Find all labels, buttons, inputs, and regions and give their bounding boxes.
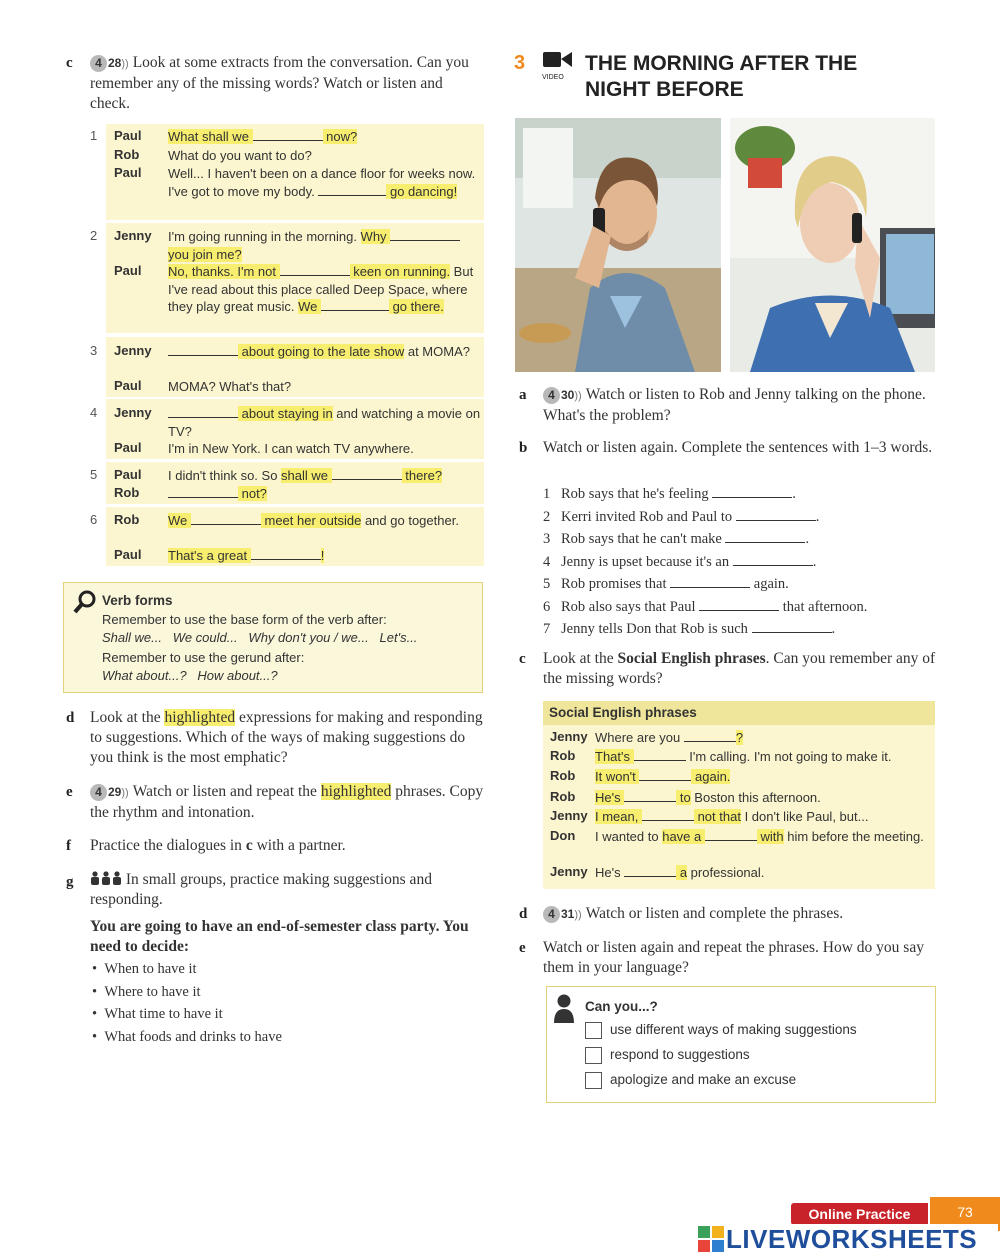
- liveworksheets-logo: [698, 1224, 998, 1256]
- text: I didn't think so. So: [168, 468, 282, 483]
- answer-blank[interactable]: [624, 790, 676, 802]
- phrase-line: [595, 828, 930, 845]
- text: Watch or listen to Rob and Jenny talking on the phone. What's the problem?: [543, 386, 926, 424]
- answer-blank[interactable]: [684, 730, 736, 742]
- bullet-text: What foods and drinks to have: [104, 1029, 282, 1045]
- text: him before the meeting.: [783, 829, 924, 844]
- item-number: 4: [543, 553, 551, 570]
- item-number: 2: [543, 508, 551, 525]
- answer-blank[interactable]: [624, 865, 676, 877]
- dialogue-line: [168, 547, 482, 565]
- online-practice-badge[interactable]: Online Practice: [791, 1203, 928, 1225]
- speaker-name: Jenny: [114, 405, 152, 420]
- answer-blank[interactable]: [390, 229, 460, 241]
- text: and go together.: [361, 513, 459, 528]
- item-number: 3: [543, 531, 551, 547]
- dialogue-line: [168, 378, 482, 396]
- speaker-name: Paul: [114, 467, 142, 482]
- can-you-item-text: apologize and make an excuse: [610, 1072, 797, 1088]
- bullet-item: • Where to have it: [92, 984, 201, 1000]
- speaker-name: Rob: [114, 147, 140, 162]
- highlighted-text: again.: [691, 769, 731, 784]
- bullet-text: What time to have it: [104, 1006, 223, 1022]
- highlighted-text: keen on running.: [349, 264, 451, 279]
- text: Watch or listen and complete the phrases.: [585, 905, 844, 922]
- liveworksheets-logo-icon: [698, 1226, 724, 1252]
- photo-rob-on-phone: [515, 118, 721, 372]
- bold-text: Social English phrases: [617, 650, 766, 667]
- text: Where are you: [595, 730, 684, 745]
- exercise-b-text: Watch or listen again. Complete the sentences with 1–3 words.: [543, 439, 933, 456]
- speaker-name: Paul: [114, 547, 142, 562]
- highlighted-text: It won't: [595, 769, 640, 784]
- highlighted-text: That's a great: [168, 548, 251, 563]
- speaker-name: Don: [550, 828, 576, 843]
- speaker-name: Rob: [114, 485, 140, 500]
- bold-text: c: [245, 837, 253, 854]
- highlighted-text: not?: [238, 486, 267, 501]
- can-you-item: [585, 1022, 857, 1039]
- highlighted-text: We: [298, 299, 321, 315]
- highlighted-text: We: [168, 513, 191, 528]
- speaker-name: Paul: [114, 128, 142, 143]
- can-you-item: [585, 1047, 750, 1064]
- can-you-item-text: use different ways of making suggestions: [610, 1022, 857, 1038]
- audio-track-number: 31: [561, 907, 575, 921]
- text: I don't like Paul, but...: [740, 809, 869, 824]
- phrase-line: [595, 729, 930, 746]
- answer-blank[interactable]: [251, 548, 321, 560]
- highlighted-text: go there.: [388, 299, 444, 315]
- highlighted-text: with: [756, 829, 784, 844]
- item-text: Rob says that he's feeling: [561, 486, 713, 502]
- answer-blank[interactable]: [253, 129, 323, 141]
- bullet-item: • What time to have it: [92, 1006, 223, 1022]
- answer-blank[interactable]: [733, 554, 813, 566]
- speaker-name: Jenny: [114, 343, 152, 358]
- speaker-name: Rob: [114, 512, 140, 527]
- exercise-letter-a: a: [519, 387, 527, 403]
- highlighted-word: highlighted: [164, 709, 236, 726]
- answer-blank[interactable]: [332, 468, 402, 480]
- instruction-text: Look at some extracts from the conversation. Can you remember any of the missing words? Watch or listen and check.: [90, 54, 469, 112]
- highlighted-text: there?: [401, 468, 443, 483]
- verb-forms-line: What about...? How about...?: [102, 668, 278, 683]
- dialogue-number: 4: [90, 405, 98, 420]
- answer-blank[interactable]: [725, 531, 805, 543]
- audio-track-number: 28: [108, 56, 122, 70]
- speaker-name: Paul: [114, 378, 142, 393]
- sentence-item: [543, 486, 796, 503]
- dialogue-line: [168, 128, 482, 146]
- text: MOMA? What's that?: [168, 379, 292, 394]
- exercise-d-text: [90, 708, 490, 768]
- checkbox[interactable]: [585, 1022, 602, 1039]
- bullet-item: • When to have it: [92, 961, 197, 977]
- verb-forms-line: Remember to use the gerund after:: [102, 650, 305, 665]
- bullet-item: • What foods and drinks to have: [92, 1029, 282, 1045]
- item-text: Jenny tells Don that Rob is such: [561, 621, 752, 637]
- can-you-box: [546, 986, 936, 1103]
- sound-wave-icon: )): [121, 787, 129, 799]
- highlighted-word: highlighted: [320, 783, 392, 800]
- item-text: Kerri invited Rob and Paul to: [561, 508, 736, 525]
- speaker-name: Jenny: [114, 228, 152, 243]
- exercise-e-text: [90, 782, 485, 823]
- answer-blank[interactable]: [736, 509, 816, 521]
- answer-blank[interactable]: [321, 299, 389, 311]
- text: expressions for making and responding to suggestions. Which of the ways of making suggestions do you think is the most emphatic?: [90, 709, 483, 766]
- item-text: Jenny is upset because it's an: [561, 553, 733, 570]
- highlighted-text: now?: [322, 129, 358, 144]
- bullet-text: Where to have it: [104, 984, 201, 1000]
- audio-track-badge: [90, 53, 129, 74]
- video-icon: [542, 50, 578, 80]
- text: I'm calling. I'm not going to make it.: [685, 749, 892, 764]
- dialogue-line: [168, 147, 482, 165]
- highlighted-text: to: [676, 790, 691, 805]
- dialogue-number: 6: [90, 512, 98, 527]
- text: at MOMA?: [404, 344, 470, 359]
- dialogue-line: [168, 405, 482, 440]
- dialogue-line: [168, 343, 482, 361]
- answer-blank[interactable]: [642, 809, 694, 821]
- exercise-g-bold-text: You are going to have an end-of-semester class party. You need to decide:: [90, 918, 469, 955]
- highlighted-text: What shall we: [168, 129, 253, 144]
- audio-track-badge: [90, 782, 129, 803]
- exercise-f-text: [90, 836, 485, 856]
- item-text: again.: [750, 576, 789, 592]
- sound-wave-icon: )): [574, 390, 582, 402]
- group-work-icon: [90, 871, 122, 885]
- text: and watching a movie on TV?: [168, 406, 481, 439]
- dialogue-line: [168, 440, 482, 458]
- audio-disc-icon: 4: [90, 55, 107, 72]
- speaker-name: Rob: [550, 748, 576, 763]
- audio-track-number: 29: [108, 785, 122, 799]
- answer-blank[interactable]: [699, 599, 779, 611]
- bullet-text: When to have it: [104, 961, 197, 977]
- text: In small groups, practice making suggestions and responding.: [90, 871, 432, 908]
- exercise-c-instructions: [90, 53, 485, 114]
- text: phrases. Copy the rhythm and intonation.: [90, 783, 484, 821]
- highlighted-text: meet her outside: [260, 513, 362, 528]
- rob-photo-illustration: [515, 118, 721, 372]
- sentence-item: [543, 599, 867, 616]
- dialogue-line: [168, 263, 482, 316]
- item-text: .: [812, 553, 817, 570]
- exercise-letter-g: g: [66, 874, 74, 890]
- item-number: 6: [543, 598, 551, 615]
- dialogue-line: [168, 228, 482, 263]
- item-text: .: [815, 508, 820, 525]
- dialogue-number: 5: [90, 467, 98, 482]
- exercise-letter-d-right: d: [519, 906, 528, 922]
- answer-blank[interactable]: [168, 406, 238, 418]
- speaker-name: Jenny: [550, 729, 588, 744]
- text: Watch or listen and repeat the: [132, 783, 321, 800]
- social-english-title: Social English phrases: [543, 701, 935, 725]
- highlighted-text: He's: [595, 790, 625, 805]
- highlighted-text: !: [320, 548, 325, 563]
- sentence-item: [543, 531, 809, 548]
- text: He's: [595, 865, 625, 880]
- answer-blank[interactable]: [280, 264, 350, 276]
- dialogue-line: [168, 485, 482, 503]
- sentence-item: [543, 554, 816, 571]
- exercise-letter-d: d: [66, 710, 75, 726]
- item-number: 1: [543, 486, 551, 502]
- exercise-c-right-text: [543, 649, 938, 689]
- phrase-line: [595, 789, 930, 806]
- person-icon: [553, 993, 575, 1023]
- dialogue-number: 3: [90, 343, 98, 358]
- highlighted-text: have a: [662, 829, 705, 844]
- liveworksheets-brand: LIVEWORKSHEETS: [726, 1224, 978, 1254]
- speaker-name: Paul: [114, 263, 142, 278]
- text: . Can you remember any of the missing words?: [543, 650, 936, 687]
- video-label: VIDEO: [542, 74, 564, 81]
- exercise-g-text: [90, 870, 485, 910]
- sentence-item: [543, 576, 789, 593]
- dialogue-line: [168, 165, 482, 200]
- speaker-name: Jenny: [550, 864, 588, 879]
- page-number: 73: [930, 1197, 1000, 1231]
- title-line: NIGHT BEFORE: [585, 78, 744, 101]
- text: Look at the: [543, 650, 618, 667]
- item-text: .: [831, 621, 836, 637]
- exercise-letter-c: c: [66, 55, 73, 71]
- audio-disc-icon: 4: [90, 784, 107, 801]
- verb-forms-line: Shall we... We could... Why don't you / we... Let's...: [102, 630, 418, 645]
- sound-wave-icon: )): [121, 58, 129, 70]
- audio-track-number: 30: [561, 388, 575, 402]
- section-title: [585, 51, 857, 103]
- answer-blank[interactable]: [670, 576, 750, 588]
- phrase-line: [595, 808, 930, 825]
- exercise-d-right-text: [543, 904, 938, 925]
- can-you-item: [585, 1072, 796, 1089]
- video-camera-icon: [542, 50, 574, 70]
- highlighted-text: about staying in: [238, 406, 333, 421]
- speaker-name: Jenny: [550, 808, 588, 823]
- highlighted-text: about going to the late show: [238, 344, 405, 359]
- jenny-photo-illustration: [730, 118, 935, 372]
- exercise-a-text: [543, 385, 943, 426]
- highlighted-text: you join me?: [168, 246, 242, 262]
- audio-disc-icon: 4: [543, 906, 560, 923]
- item-text: .: [792, 486, 796, 502]
- item-number: 5: [543, 576, 551, 592]
- answer-blank[interactable]: [318, 184, 386, 196]
- sentence-item: [543, 509, 819, 526]
- answer-blank[interactable]: [191, 513, 261, 525]
- answer-blank[interactable]: [639, 769, 691, 781]
- text: Look at the: [90, 709, 165, 726]
- phrase-line: [595, 748, 930, 765]
- sentence-item: [543, 621, 835, 638]
- section-number: 3: [514, 52, 526, 74]
- answer-blank[interactable]: [705, 829, 757, 841]
- exercise-letter-b: b: [519, 440, 528, 456]
- text: I'm going running in the morning.: [168, 229, 361, 244]
- text: I'm in New York. I can watch TV anywhere.: [168, 441, 414, 456]
- verb-forms-line: Remember to use the base form of the verb after:: [102, 612, 387, 627]
- speaker-name: Rob: [550, 789, 576, 804]
- exercise-letter-e-right: e: [519, 940, 526, 956]
- answer-blank[interactable]: [168, 344, 238, 356]
- exercise-letter-e: e: [66, 784, 73, 800]
- photo-jenny-on-phone: [730, 118, 935, 372]
- answer-blank[interactable]: [712, 486, 792, 498]
- highlighted-text: not that: [693, 809, 741, 824]
- exercise-e-right-text: Watch or listen again and repeat the phrases. How do you say them in your language?: [543, 939, 924, 976]
- exercise-letter-f: f: [66, 838, 71, 854]
- can-you-item-text: respond to suggestions: [610, 1047, 750, 1063]
- item-text: Rob says that he can't make: [561, 531, 726, 547]
- speaker-name: Rob: [550, 768, 576, 783]
- text: with a partner.: [252, 837, 346, 854]
- highlighted-text: Why: [360, 229, 391, 244]
- text: Boston this afternoon.: [690, 790, 821, 805]
- highlighted-text: No, thanks. I'm not: [168, 264, 280, 279]
- dialogue-line: [168, 512, 482, 530]
- text: Well... I haven't been on a dance floor for weeks now. I've got to move my body.: [168, 166, 476, 199]
- dialogue-line: [168, 467, 482, 485]
- item-number: 7: [543, 621, 551, 637]
- audio-disc-icon: 4: [543, 387, 560, 404]
- highlighted-text: go dancing!: [386, 183, 458, 199]
- text: But I've read about this place called Deep Space, where they play great music.: [168, 264, 474, 315]
- verb-forms-box: [63, 582, 483, 693]
- audio-track-badge: [543, 385, 582, 406]
- highlighted-text: a: [676, 865, 688, 880]
- dialogue-number: 1: [90, 128, 98, 143]
- can-you-title: Can you...?: [585, 999, 658, 1014]
- answer-blank[interactable]: [168, 486, 238, 498]
- text: What do you want to do?: [168, 148, 312, 163]
- highlighted-text: I mean,: [595, 809, 642, 824]
- highlighted-text: ?: [735, 730, 744, 745]
- text: professional.: [687, 865, 765, 880]
- text: Practice the dialogues in: [90, 837, 246, 854]
- item-text: that afternoon.: [779, 598, 868, 615]
- checkbox[interactable]: [585, 1047, 602, 1064]
- highlighted-text: shall we: [281, 468, 332, 483]
- sound-wave-icon: )): [574, 909, 582, 921]
- speaker-name: Paul: [114, 165, 142, 180]
- checkbox[interactable]: [585, 1072, 602, 1089]
- phrase-line: [595, 864, 930, 881]
- title-line: THE MORNING AFTER THE: [585, 52, 858, 75]
- magnifier-icon: [72, 589, 98, 615]
- audio-track-badge: [543, 904, 582, 925]
- phrase-line: [595, 768, 930, 785]
- dialogue-number: 2: [90, 228, 98, 243]
- highlighted-text: That's: [595, 749, 634, 764]
- answer-blank[interactable]: [634, 749, 686, 761]
- speaker-name: Paul: [114, 440, 142, 455]
- text: I wanted to: [595, 829, 663, 844]
- item-text: Rob promises that: [561, 576, 671, 592]
- exercise-letter-c-right: c: [519, 651, 526, 667]
- verb-forms-title: Verb forms: [102, 593, 173, 608]
- item-text: .: [805, 531, 810, 547]
- answer-blank[interactable]: [752, 621, 832, 633]
- item-text: Rob also says that Paul: [561, 598, 700, 615]
